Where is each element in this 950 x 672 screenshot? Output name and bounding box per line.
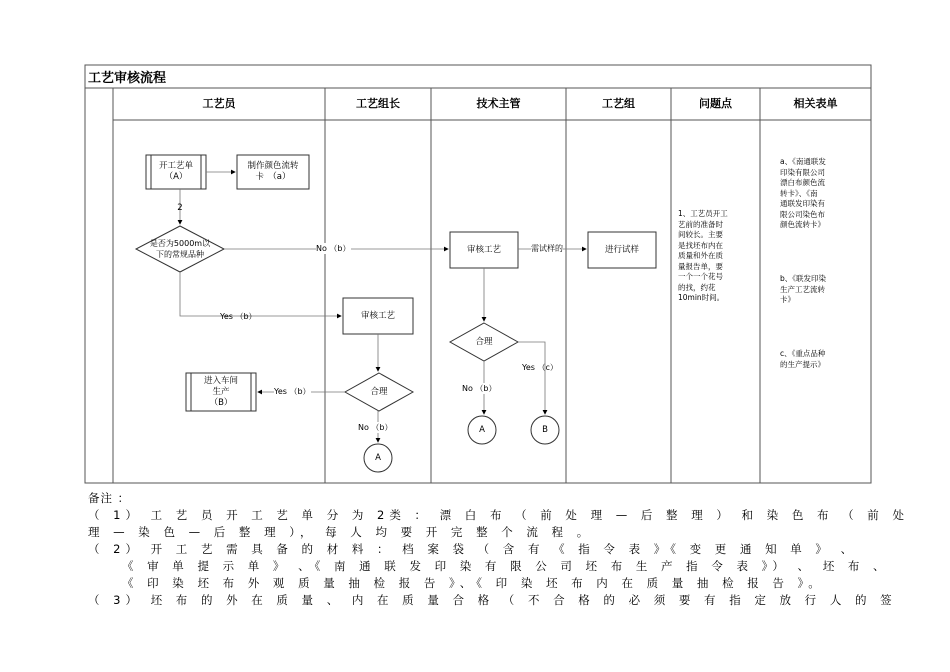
lane-dividers	[113, 88, 760, 483]
edge-label-no-b-3: No （b）	[462, 384, 497, 393]
connector-b-label: B	[542, 424, 548, 435]
header-related-forms: 相关表单	[793, 97, 838, 110]
remark-line: 《 审 单 提 示 单 》 、《 南 通 联 发 印 染 有 限 公 司 坯 布 生 产 指 令 表 》） 、 坯 布 、	[122, 559, 890, 573]
remark-line: （ 2） 开 工 艺 需 具 备 的 材 料 ： 档 案 袋 （ 含 有 《 指 令 表 》《 变 更 通 知 单 》 、	[88, 542, 858, 556]
step-number: 2	[177, 202, 183, 213]
decision-leader-label: 合理	[370, 386, 388, 397]
edge-decisiontech-b	[518, 342, 545, 414]
trial-label: 进行试样	[604, 244, 639, 255]
remark-line: （ 1） 工 艺 员 开 工 艺 单 分 为 2类 ： 漂 白 布 （ 前 处 理 — 后 整 理 ） 和 染 色 布 （ 前 处	[88, 508, 909, 522]
flow-title: 工艺审核流程	[88, 71, 167, 86]
decision1-label: 是否为5000m以 下的常规品种	[149, 239, 211, 259]
form-c: c、《重点品种 的生产提示》	[780, 349, 826, 369]
review-tech-label: 审核工艺	[466, 244, 501, 255]
edge-label-no-b-2: No （b）	[358, 423, 393, 432]
header-team-leader: 工艺组长	[356, 97, 400, 110]
header-process-group: 工艺组	[602, 97, 635, 110]
remark-line: 《 印 染 坯 布 外 观 质 量 抽 检 报 告 》、《 印 染 坯 布 内 在 质 量 抽 检 报 告 》。	[122, 576, 825, 590]
header-tech-supervisor: 技术主管	[476, 97, 521, 110]
form-b: b、《联发印染 生产工艺流转 卡》	[780, 274, 827, 304]
card-label: 制作颜色流转 卡 （a）	[247, 161, 299, 182]
decision-tech-label: 合理	[475, 336, 493, 347]
remarks	[88, 490, 909, 609]
edge-label-yes-b-1: Yes （b）	[220, 312, 257, 321]
remarks-heading: 备注 ：	[88, 491, 131, 505]
start-process-label: 开工艺单 （A）	[158, 161, 193, 182]
remark-line: （ 3） 坯 布 的 外 在 质 量 、 内 在 质 量 合 格 （ 不 合 格 的 必 须 要 有 指 定 放 行 人 的 签	[88, 593, 897, 607]
header-issue-points: 问题点	[699, 97, 732, 110]
edge-decision1-reviewleader	[180, 272, 341, 316]
connector-a2-label: A	[479, 424, 485, 435]
edge-label-yes-c: Yes （c）	[522, 363, 558, 372]
edge-label-no-b-1: No （b）	[316, 244, 351, 253]
review-leader-label: 审核工艺	[360, 310, 395, 321]
connector-a1-label: A	[375, 452, 381, 463]
edge-label-yes-b-2: Yes （b）	[274, 387, 311, 396]
edge-label-need-trial: 需试样的	[531, 244, 563, 253]
remark-line: 理 — 染 色 — 后 整 理 ）， 每 人 均 要 开 完 整 个 流 程 。	[88, 525, 594, 539]
issue-description: 1、工艺员开工 艺前的准备时 间较长。主要 是找坯布内在 质量和外在质 量报告单，要 一个一个花号 的找，约花 10min时间。	[678, 209, 728, 302]
workshop-label: 进入车间 生产 （B）	[203, 375, 238, 408]
form-a: a、《南通联发 印染有限公司 漂白布颜色流 转卡》、《南 通联发印染有 限公司染色布 颜色流转卡》	[780, 157, 826, 229]
header-process-engineer: 工艺员	[202, 97, 236, 110]
